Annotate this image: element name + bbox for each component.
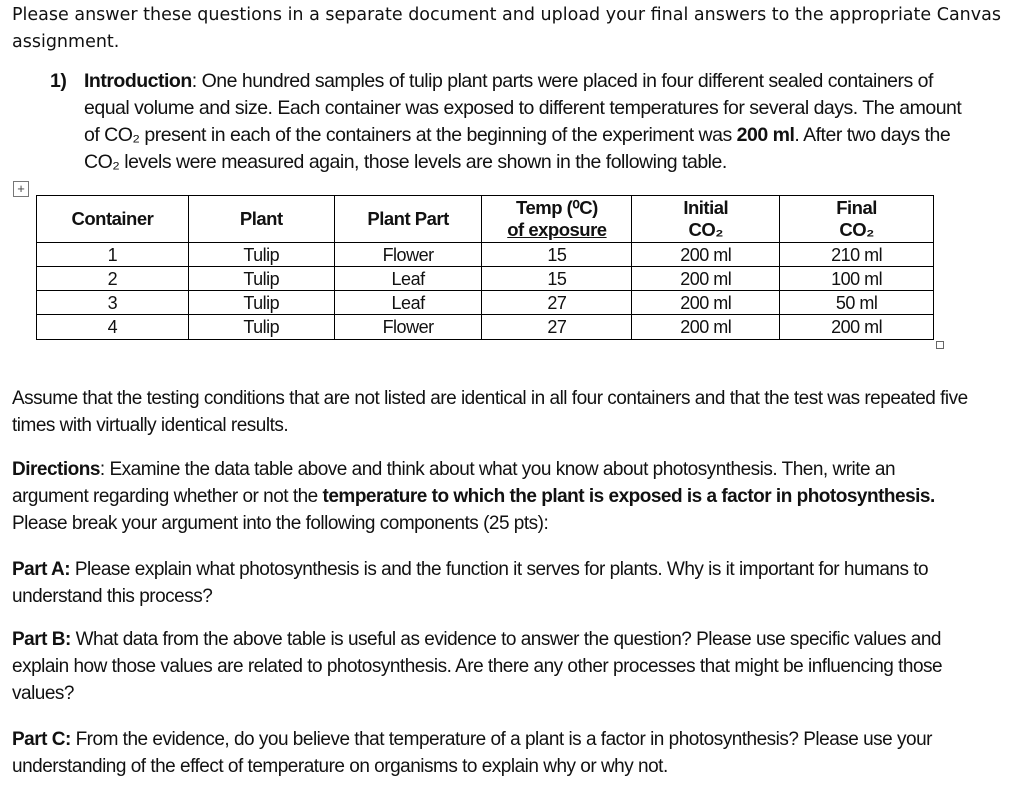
cell-plant-part: Flower <box>334 243 482 267</box>
cell-container: 3 <box>37 291 189 315</box>
cell-plant: Tulip <box>188 291 334 315</box>
cell-initial-co2: 200 ml <box>632 243 780 267</box>
part-c-paragraph <box>12 726 972 780</box>
header-final-line1: Final <box>836 197 877 218</box>
header-temp-line2: of exposure <box>507 219 607 240</box>
cell-final-co2: 50 ml <box>780 291 934 315</box>
cell-final-co2: 210 ml <box>780 243 934 267</box>
directions-paragraph <box>12 456 972 537</box>
cell-temp: 15 <box>482 243 632 267</box>
cell-plant-part: Flower <box>334 315 482 340</box>
part-c-text: From the evidence, do you believe that temperature of a plant is a factor in photosynthesis? Please use your understanding of the effect of temperature on organisms to explain why or why not. <box>12 729 932 777</box>
cell-initial-co2: 200 ml <box>632 267 780 291</box>
cell-plant: Tulip <box>188 315 334 340</box>
part-b-text: What data from the above table is useful as evidence to answer the question? Please use specific values and explain how those values are related to photosynthesis. Are there any other processes that might be influencing those values? <box>12 629 943 704</box>
intro-text-1: : One hundred samples of tulip plant parts were placed in four different sealed containers of equal volume and size. Each container was exposed to different temperatures for several days. The amount of CO₂ present in each of the containers at the beginning of the experiment was <box>84 70 962 146</box>
table-row <box>37 267 934 291</box>
directions-text-1: : Examine the data table above and think about what you know about photosynthesis. Then, write an argument regarding whether or not the <box>12 459 896 507</box>
question-1-text <box>84 68 980 176</box>
header-initial <box>632 196 780 243</box>
cell-final-co2: 100 ml <box>780 267 934 291</box>
part-c-label: Part C: <box>12 729 71 750</box>
cell-plant-part: Leaf <box>334 267 482 291</box>
directions-bold-text: temperature to which the plant is exposed is a factor in photosynthesis. <box>322 486 935 507</box>
part-a-text: Please explain what photosynthesis is and the function it serves for plants. Why is it important for humans to understand this process? <box>12 559 929 607</box>
data-table <box>36 195 934 340</box>
assume-paragraph: Assume that the testing conditions that are not listed are identical in all four containers and that the test was repeated five times with virtually identical results. <box>12 388 968 436</box>
header-final-line2: CO₂ <box>839 219 874 240</box>
cell-final-co2: 200 ml <box>780 315 934 340</box>
table-resize-handle[interactable] <box>936 341 944 349</box>
cell-plant: Tulip <box>188 267 334 291</box>
intro-label: Introduction <box>84 70 192 92</box>
cell-plant: Tulip <box>188 243 334 267</box>
header-temp-line1: Temp (⁰C) <box>516 197 598 218</box>
directions-label: Directions <box>12 459 100 480</box>
part-a-paragraph <box>12 556 972 610</box>
intro-text-2: . After two days the CO₂ levels were measured again, those levels are shown in the following table. <box>84 124 951 173</box>
table-header-row <box>37 196 934 243</box>
part-b-paragraph <box>12 626 972 707</box>
table-move-handle-icon[interactable]: + <box>13 181 29 197</box>
table-row <box>37 243 934 267</box>
header-initial-line1: Initial <box>683 197 729 218</box>
cell-container: 1 <box>37 243 189 267</box>
cell-container: 4 <box>37 315 189 340</box>
header-note: Please answer these questions in a separate document and upload your final answers to the appropriate Canvas assignment. <box>12 5 1001 52</box>
cell-temp: 27 <box>482 315 632 340</box>
header-container: Container <box>37 196 189 243</box>
cell-plant-part: Leaf <box>334 291 482 315</box>
question-1 <box>50 68 980 176</box>
header-initial-line2: CO₂ <box>688 219 723 240</box>
cell-initial-co2: 200 ml <box>632 315 780 340</box>
header-plant-part: Plant Part <box>334 196 482 243</box>
header-final <box>780 196 934 243</box>
header-plant: Plant <box>188 196 334 243</box>
header-temp <box>482 196 632 243</box>
initial-amount: 200 ml <box>736 124 795 146</box>
part-b-label: Part B: <box>12 629 71 650</box>
question-number: 1) <box>50 70 67 92</box>
cell-initial-co2: 200 ml <box>632 291 780 315</box>
cell-temp: 27 <box>482 291 632 315</box>
cell-temp: 15 <box>482 267 632 291</box>
table-row <box>37 315 934 340</box>
cell-container: 2 <box>37 267 189 291</box>
directions-text-2: Please break your argument into the following components (25 pts): <box>12 513 549 534</box>
table-row <box>37 291 934 315</box>
part-a-label: Part A: <box>12 559 71 580</box>
